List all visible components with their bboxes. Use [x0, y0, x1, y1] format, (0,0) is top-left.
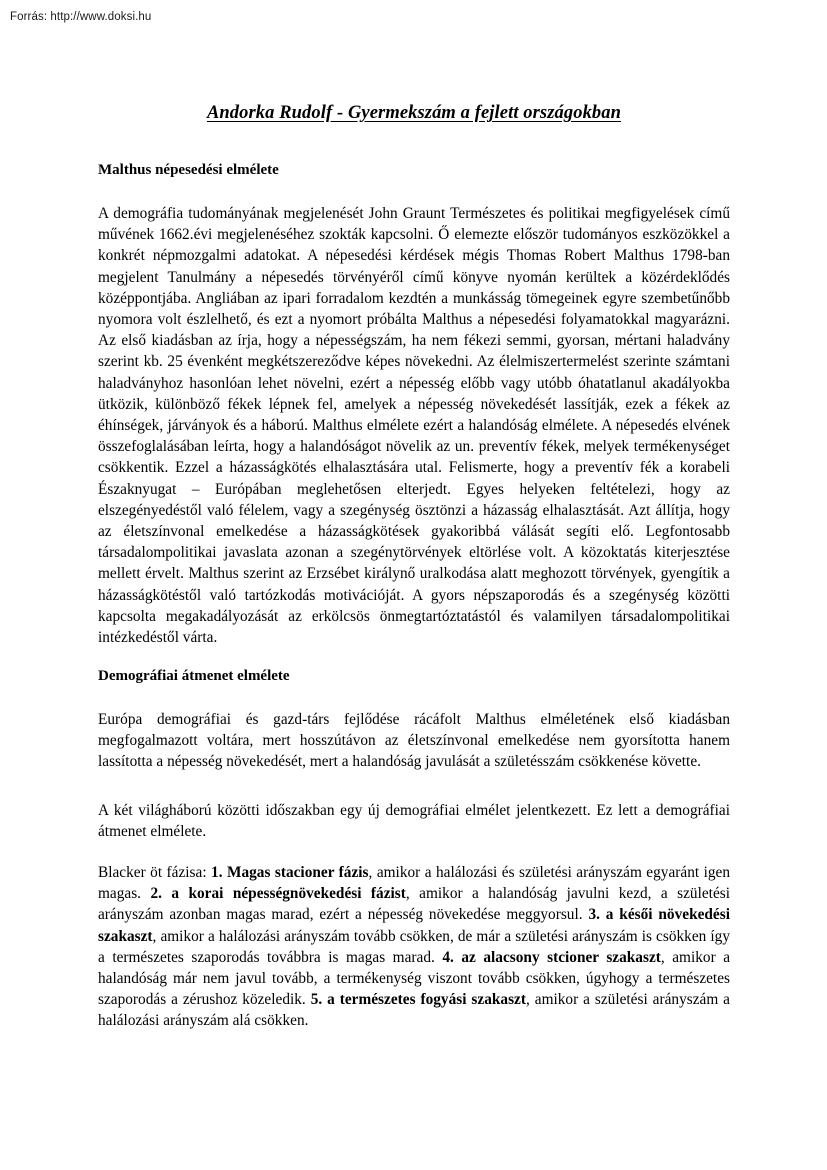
paragraph-blacker-five-phases	[98, 862, 730, 1032]
phase-description: Blacker öt fázisa:	[98, 864, 212, 881]
phase-description: , amikor a halandóság már nem javul tovább, a termékenység viszont tovább csökken, úgyhogy a természetes szaporodás a zérushoz közeledik.	[98, 948, 731, 1009]
paragraph-europe-development: Európa demográfiai és gazd-társ fejlődése rácáfolt Malthus elméletének első kiadásban megfogalmazott voltára, mert hosszútávon az életszínvonal emelkedése nem gyorsította hanem lassította a népesség növekedését, mert a halandóság javulását a születésszám csökkenése követte.	[98, 711, 730, 771]
phase-label: 5. a természetes fogyási szakaszt	[310, 991, 526, 1009]
phase-description: , amikor a halandóság javulni kezd, a születési arányszám azonban magas marad, ezért a népesség növekedése meggyorsul.	[98, 885, 731, 924]
page-title: Andorka Rudolf - Gyermekszám a fejlett országokban	[206, 103, 622, 123]
phase-label: 2. a korai népességnövekedési fázist	[150, 885, 406, 903]
paragraph-interwar-theory: A két világháború közötti időszakban egy új demográfiai elmélet jelentkezett. Ez lett a demográfiai átmenet elmélete.	[98, 802, 730, 841]
phase-label: 4. az alacsony stcioner szakaszt	[442, 948, 661, 966]
phase-description: , amikor a halálozási arányszám tovább csökken, de már a születési arányszám is csökken így a természetes szaporodás továbbra is magas marad.	[98, 927, 730, 966]
section-heading-malthus: Malthus népesedési elmélete	[98, 162, 279, 178]
phase-label: 3. a késői növekedési szakaszt	[98, 906, 730, 945]
phase-description: , amikor a születési arányszám a halálozási arányszám alá csökken.	[98, 991, 730, 1030]
paragraph-malthus-theory: A demográfia tudományának megjelenését John Graunt Természetes és politikai megfigyelések című művének 1662.évi megjelenéséhez szokták kapcsolni. Ő elemezte először tudományos eszközökkel a konkrét népmozgalmi adatokat. A népesedési kérdések mégis Thomas Robert Malthus 1798-ban megjelent Tanulmány a népesedés törvényéről című könyve nyomán kerültek a közérdeklődés középpontjába. Angliában az ipari forradalom kezdtén a munkásság tömegeinek egyre szembetűnőbb nyomora volt észlelhető, és ezt a nyomort próbálta Malthus a népesedési folyamatokkal magyarázni. Az első kiadásban az írja, hogy a népességszám, ha nem fékezi semmi, gyorsan, mértani haladvány szerint kb. 25 évenként megkétszereződve képes növekedni. Az élelmiszertermelést szerinte számtani haladványhoz hasonlóan lehet növelni, ezért a népesség előbb vagy utóbb óhatatlanul akadályokba ütközik, különböző fékek lépnek fel, amelyek a népesség növekedését lassítják, ezek a fékek az éhínségek, járványok és a háború. Malthus elmélete ezért a halandóság elmélete. A népesedés elvének összefoglalásában leírta, hogy a halandóságot növelik az un. preventív fékek, melyek termékenységet csökkentik. Ezzel a házasságkötés elhalasztására utal. Felismerte, hogy a preventív fék a korabeli Északnyugat – Európában meglehetősen elterjedt. Egyes helyeken feltételezi, hogy az elszegényedéstől való félelem, vagy a szegénység ösztönzi a házasság elhalasztását. Azt állítja, hogy az életszínvonal emelkedése a házasságkötések gyakoribbá válását segíti elő. Legfontosabb társadalompolitikai javaslata azonan a szegénytörvények eltörlése volt. A közoktatás kiterjesztése mellett érvelt. Malthus szerint az Erzsébet királynő uralkodása alatt meghozott törvények, gyengítik a házasságkötéstől való tartózkodás motivációját. A gyors népszaporodás és a szegénység közötti kapcsolta megakadályozását az erkölcsös önmegtartóztatástól és valamilyen társadalompolitikai intézkedéstől várta.	[98, 205, 730, 647]
phase-label: 1. Magas stacioner fázis	[211, 864, 369, 881]
section-heading-demographic-transition: Demográfiai átmenet elmélete	[98, 668, 290, 684]
phase-description: , amikor a halálozási és születési arányszám egyaránt igen magas.	[98, 864, 730, 903]
source-watermark: Forrás: http://www.doksi.hu	[10, 11, 152, 23]
